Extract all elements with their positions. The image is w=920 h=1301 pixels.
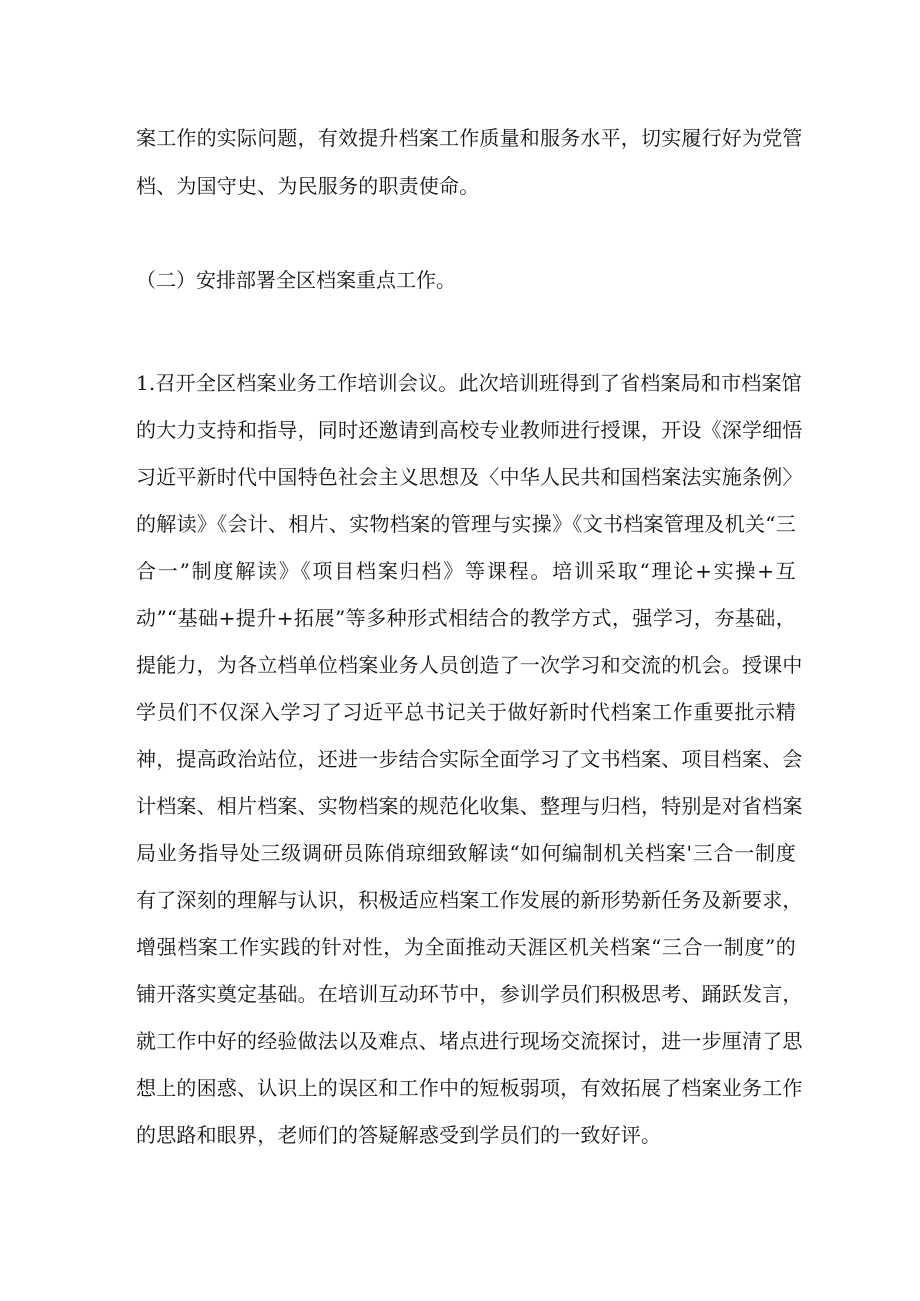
paragraph-line: 神，提高政治站位，还进一步结合实际全面学习了文书档案、项目档案、会 xyxy=(136,747,803,771)
paragraph-line: 档、为国守史、为民服务的职责使命。 xyxy=(136,174,480,198)
paragraph-line: 的思路和眼界，老师们的答疑解惑受到学员们的一致好评。 xyxy=(136,1123,662,1147)
paragraph-line: 的解读》《会计、相片、实物档案的管理与实操》《文书档案管理及机关“三 xyxy=(136,512,796,536)
paragraph-line: 局业务指导处三级调研员陈俏琼细致解读“如何编制机关档案'三合一制度 xyxy=(136,841,796,865)
paragraph-line: 计档案、相片档案、实物档案的规范化收集、整理与归档，特别是对省档案 xyxy=(136,794,803,818)
section-heading: （二）安排部署全区档案重点工作。 xyxy=(136,268,456,292)
paragraph-line: 铺开落实奠定基础。在培训互动环节中，参训学员们积极思考、踊跃发言， xyxy=(136,982,803,1006)
paragraph-line: 就工作中好的经验做法以及难点、堵点进行现场交流探讨，进一步厘清了思 xyxy=(136,1029,803,1053)
paragraph-line: 学员们不仅深入学习了习近平总书记关于做好新时代档案工作重要批示精 xyxy=(136,700,796,724)
paragraph-line: 提能力，为各立档单位档案业务人员创造了一次学习和交流的机会。授课中 xyxy=(136,653,803,677)
paragraph-line: 动”“基础+提升+拓展”等多种形式相结合的教学方式，强学习，夯基础， xyxy=(136,606,796,630)
paragraph-line: 案工作的实际问题，有效提升档案工作质量和服务水平，切实履行好为党管 xyxy=(136,126,803,150)
paragraph-line: 有了深刻的理解与认识，积极适应档案工作发展的新形势新任务及新要求， xyxy=(136,888,803,912)
paragraph-line: 习近平新时代中国特色社会主义思想及〈中华人民共和国档案法实施条例〉 xyxy=(136,465,803,489)
paragraph-line: 增强档案工作实践的针对性，为全面推动天涯区机关档案“三合一制度”的 xyxy=(136,935,796,959)
paragraph-line: 想上的困惑、认识上的误区和工作中的短板弱项，有效拓展了档案业务工作 xyxy=(136,1076,803,1100)
paragraph-line: 的大力支持和指导，同时还邀请到高校专业教师进行授课，开设《深学细悟 xyxy=(136,418,803,442)
paragraph-line: 合一”制度解读》《项目档案归档》等课程。培训采取“理论+实操+互 xyxy=(136,559,796,583)
paragraph-line: 1.召开全区档案业务工作培训会议。此次培训班得到了省档案局和市档案馆 xyxy=(136,371,802,395)
